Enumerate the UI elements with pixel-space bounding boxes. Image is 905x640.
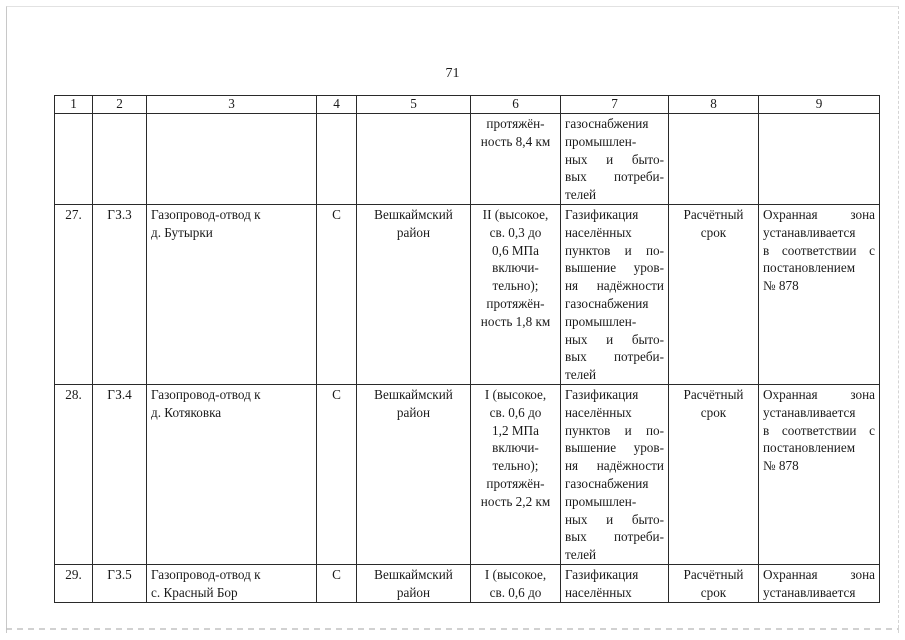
cell-purpose — [561, 564, 669, 602]
cell-line: ность 2,2 км — [480, 493, 551, 509]
cell-line: пунктов и по- — [565, 242, 664, 258]
table-row — [55, 564, 880, 602]
scan-edge — [6, 628, 899, 630]
cell-line: № 878 — [763, 458, 799, 474]
cell-number: 27. — [55, 204, 93, 384]
page-number: 71 — [445, 66, 460, 81]
cell-line: тельно); — [492, 278, 539, 294]
table-body — [55, 114, 880, 603]
cell-line: промышлен- — [565, 133, 637, 149]
cell-protection-zone — [759, 114, 880, 205]
cell-line: район — [396, 584, 431, 600]
cell-line: II (высокое, — [482, 206, 549, 222]
cell-line: Газификация — [565, 206, 639, 222]
cell-line: св. 0,6 до — [489, 404, 542, 420]
cell-district — [357, 204, 471, 384]
cell-line: Охранная зона — [763, 386, 875, 402]
cell-purpose — [561, 384, 669, 564]
cell-line: протяжён- — [486, 295, 545, 311]
header-cell: 3 — [147, 96, 317, 114]
cell-code: ГЗ.3 — [93, 204, 147, 384]
cell-line: св. 0,6 до — [489, 584, 542, 600]
cell-line: вышение уров- — [565, 260, 664, 276]
cell-object-name — [147, 114, 317, 205]
cell-line: телей — [565, 547, 597, 563]
cell-line: срок — [700, 404, 727, 420]
cell-line: I (высокое, — [484, 386, 547, 402]
cell-district — [357, 384, 471, 564]
cell-line: телей — [565, 187, 597, 203]
cell-line: тельно); — [492, 458, 539, 474]
cell-line: д. Котяковка — [151, 404, 222, 420]
cell-term — [669, 384, 759, 564]
cell-protection-zone — [759, 204, 880, 384]
cell-line: включи- — [492, 440, 539, 456]
cell-line: Газификация — [565, 386, 639, 402]
cell-line: Вешкаймский — [374, 206, 453, 222]
cell-line: телей — [565, 367, 597, 383]
cell-line: постановлением — [763, 260, 856, 276]
objects-table — [54, 95, 880, 603]
cell-line: район — [396, 404, 431, 420]
cell-protection-zone — [759, 564, 880, 602]
cell-object-name — [147, 384, 317, 564]
cell-district — [357, 564, 471, 602]
header-cell: 5 — [357, 96, 471, 114]
cell-number: 29. — [55, 564, 93, 602]
header-cell: 2 — [93, 96, 147, 114]
cell-line: включи- — [492, 260, 539, 276]
cell-line: Расчётный — [683, 566, 744, 582]
header-cell: 6 — [471, 96, 561, 114]
cell-line: вых потреби- — [565, 349, 664, 365]
cell-line: в соответствии с — [763, 422, 875, 438]
cell-line: Охранная зона — [763, 566, 875, 582]
cell-line: д. Бутырки — [151, 224, 213, 240]
cell-term — [669, 564, 759, 602]
cell-line: ных и быто- — [565, 511, 664, 527]
cell-object-name — [147, 204, 317, 384]
cell-line: срок — [700, 584, 727, 600]
cell-line: вышение уров- — [565, 440, 664, 456]
cell-line: с. Красный Бор — [151, 584, 238, 600]
cell-status: С — [317, 384, 357, 564]
cell-line: в соответствии с — [763, 242, 875, 258]
cell-line: населённых — [565, 404, 632, 420]
cell-parameters — [471, 564, 561, 602]
cell-line: ня надёжности — [565, 458, 664, 474]
cell-line: устанавливается — [763, 584, 856, 600]
header-cell: 4 — [317, 96, 357, 114]
cell-line: устанавливается — [763, 224, 856, 240]
header-cell: 8 — [669, 96, 759, 114]
cell-line: I (высокое, — [484, 566, 547, 582]
cell-term — [669, 204, 759, 384]
cell-line: 0,6 МПа — [492, 242, 539, 258]
cell-line: протяжён- — [486, 116, 545, 131]
cell-line: газоснабжения — [565, 295, 649, 311]
cell-line: ня надёжности — [565, 278, 664, 294]
cell-line: район — [396, 224, 431, 240]
cell-line: вых потреби- — [565, 169, 664, 185]
cell-status — [317, 114, 357, 205]
cell-line: срок — [700, 224, 727, 240]
cell-district — [357, 114, 471, 205]
cell-purpose — [561, 204, 669, 384]
cell-line: Расчётный — [683, 206, 744, 222]
cell-line: устанавливается — [763, 404, 856, 420]
cell-line: ных и быто- — [565, 151, 664, 167]
cell-line: населённых — [565, 584, 632, 600]
cell-line: газоснабжения — [565, 475, 649, 491]
cell-protection-zone — [759, 384, 880, 564]
cell-line: № 878 — [763, 278, 799, 294]
header-cell: 7 — [561, 96, 669, 114]
cell-line: Газопровод-отвод к — [151, 386, 261, 402]
cell-line: ность 8,4 км — [480, 133, 551, 149]
cell-parameters — [471, 114, 561, 205]
table-row — [55, 384, 880, 564]
cell-line: протяжён- — [486, 475, 545, 491]
table-row — [55, 114, 880, 205]
cell-line: вых потреби- — [565, 529, 664, 545]
header-cell: 1 — [55, 96, 93, 114]
cell-line: Газификация — [565, 566, 639, 582]
cell-number: 28. — [55, 384, 93, 564]
cell-line: 1,2 МПа — [492, 422, 539, 438]
cell-line: промышлен- — [565, 493, 637, 509]
cell-code — [93, 114, 147, 205]
cell-line: Вешкаймский — [374, 386, 453, 402]
cell-line: постановлением — [763, 440, 856, 456]
cell-purpose — [561, 114, 669, 205]
cell-status: С — [317, 204, 357, 384]
cell-object-name — [147, 564, 317, 602]
cell-line: промышлен- — [565, 313, 637, 329]
cell-line: газоснабжения — [565, 116, 649, 131]
cell-code: ГЗ.5 — [93, 564, 147, 602]
cell-number — [55, 114, 93, 205]
cell-line: пунктов и по- — [565, 422, 664, 438]
cell-line: Расчётный — [683, 386, 744, 402]
header-cell: 9 — [759, 96, 880, 114]
cell-line: Газопровод-отвод к — [151, 566, 261, 582]
cell-line: населённых — [565, 224, 632, 240]
cell-line: Вешкаймский — [374, 566, 453, 582]
cell-line: ных и быто- — [565, 331, 664, 347]
cell-parameters — [471, 204, 561, 384]
cell-line: ность 1,8 км — [480, 313, 551, 329]
cell-line: Охранная зона — [763, 206, 875, 222]
cell-term — [669, 114, 759, 205]
cell-line: св. 0,3 до — [489, 224, 542, 240]
table-header-row — [55, 96, 880, 114]
cell-parameters — [471, 384, 561, 564]
table-row — [55, 204, 880, 384]
cell-status: С — [317, 564, 357, 602]
cell-line: Газопровод-отвод к — [151, 206, 261, 222]
cell-code: ГЗ.4 — [93, 384, 147, 564]
